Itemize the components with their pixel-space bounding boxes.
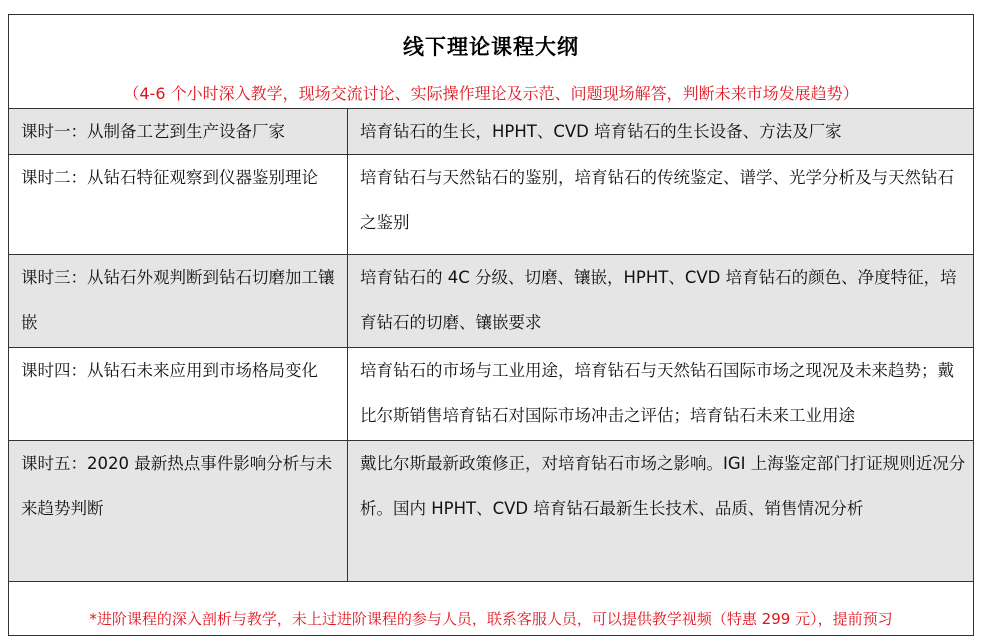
syllabus-document	[8, 14, 974, 636]
lesson-cell: 课时四：从钻石未来应用到市场格局变化	[9, 348, 348, 441]
table-row	[9, 155, 974, 255]
page-title: 线下理论课程大纲	[403, 35, 579, 59]
page-subtitle: （4-6 个小时深入教学，现场交流讨论、实际操作理论及示范、问题现场解答，判断未来市场发展趋势）	[123, 84, 859, 103]
lesson-cell: 课时一：从制备工艺到生产设备厂家	[9, 109, 348, 155]
content-cell: 培育钻石的 4C 分级、切磨、镶嵌，HPHT、CVD 培育钻石的颜色、净度特征，培育钻石的切磨、镶嵌要求	[348, 255, 974, 348]
content-cell: 培育钻石的生长，HPHT、CVD 培育钻石的生长设备、方法及厂家	[348, 109, 974, 155]
footer-note: *进阶课程的深入剖析与教学，未上过进阶课程的参与人员，联系客服人员，可以提供教学视频（特惠 299 元），提前预习	[89, 610, 893, 628]
lesson-cell: 课时二：从钻石特征观察到仪器鉴别理论	[9, 155, 348, 255]
table-row	[9, 255, 974, 348]
content-cell: 戴比尔斯最新政策修正，对培育钻石市场之影响。IGI 上海鉴定部门打证规则近况分析。国内 HPHT、CVD 培育钻石最新生长技术、品质、销售情况分析	[348, 441, 974, 582]
lesson-cell: 课时五：2020 最新热点事件影响分析与未来趋势判断	[9, 441, 348, 582]
content-cell: 培育钻石的市场与工业用途，培育钻石与天然钻石国际市场之现况及未来趋势；戴比尔斯销售培育钻石对国际市场冲击之评估；培育钻石未来工业用途	[348, 348, 974, 441]
table-row	[9, 109, 974, 155]
syllabus-table	[8, 108, 974, 582]
content-cell: 培育钻石与天然钻石的鉴别，培育钻石的传统鉴定、谱学、光学分析及与天然钻石之鉴别	[348, 155, 974, 255]
table-row	[9, 348, 974, 441]
lesson-cell: 课时三：从钻石外观判断到钻石切磨加工镶嵌	[9, 255, 348, 348]
table-row	[9, 441, 974, 582]
